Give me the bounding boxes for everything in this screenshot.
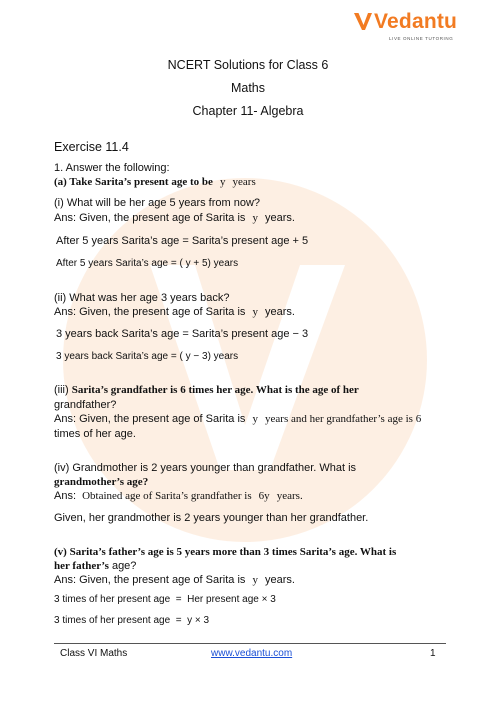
footer-website-link[interactable]: www.vedantu.com — [211, 648, 293, 659]
answer-iii: Ans: Given, the present age of Sarita is y years and her grandfather’s age is 6 — [54, 413, 422, 425]
answer-i: Ans: Given, the present age of Sarita is y years. — [54, 212, 295, 224]
footer-page-number: 1 — [430, 648, 436, 659]
footer-divider — [54, 643, 446, 644]
footer-class: Class VI Maths — [60, 648, 128, 659]
question-ii: (ii) What was her age 3 years back? — [54, 292, 230, 304]
question-iii-cont: grandfather? — [54, 399, 117, 411]
doc-title: NCERT Solutions for Class 6 — [167, 58, 329, 72]
question-iii: (iii) Sarita’s grandfather is 6 times her age. What is the age of her — [54, 384, 359, 396]
question-1: 1. Answer the following: — [54, 162, 170, 174]
vedantu-logo — [352, 8, 472, 48]
question-a: (a) Take Sarita’s present age to be y years — [54, 176, 256, 188]
doc-subject: Maths — [230, 81, 266, 95]
equation-ii-2: 3 years back Sarita’s age = ( y − 3) years — [56, 351, 239, 362]
logo-tagline: LIVE ONLINE TUTORING — [389, 36, 454, 41]
answer-iv-given: Given, her grandmother is 2 years younger than her grandfather. — [54, 512, 369, 524]
question-iv-cont: grandmother’s age? — [54, 476, 149, 488]
logo-wordmark: Vedantu — [374, 10, 458, 33]
exercise-heading: Exercise 11.4 — [54, 140, 129, 154]
question-iv: (iv) Grandmother is 2 years younger than grandfather. What is — [54, 462, 357, 474]
equation-i-2: After 5 years Sarita’s age = ( y + 5) years — [56, 258, 239, 269]
logo-v-icon — [352, 10, 374, 32]
equation-v-1: 3 times of her present age = Her present age × 3 — [54, 594, 276, 605]
equation-i-1: After 5 years Sarita’s age = Sarita’s present age + 5 — [56, 235, 309, 247]
doc-chapter: Chapter 11- Algebra — [192, 104, 304, 118]
equation-v-2: 3 times of her present age = y × 3 — [54, 615, 210, 626]
question-v: (v) Sarita’s father’s age is 5 years more than 3 times Sarita’s age. What is — [54, 546, 397, 558]
answer-iii-cont: times of her age. — [54, 428, 136, 440]
question-v-cont: her father’s age? — [54, 560, 137, 572]
question-i: (i) What will be her age 5 years from now? — [54, 197, 261, 209]
answer-iv: Ans: Obtained age of Sarita’s grandfather is 6y years. — [54, 490, 303, 502]
equation-ii-1: 3 years back Sarita’s age = Sarita’s present age − 3 — [56, 328, 309, 340]
answer-ii: Ans: Given, the present age of Sarita is y years. — [54, 306, 295, 318]
answer-v: Ans: Given, the present age of Sarita is y years. — [54, 574, 295, 586]
